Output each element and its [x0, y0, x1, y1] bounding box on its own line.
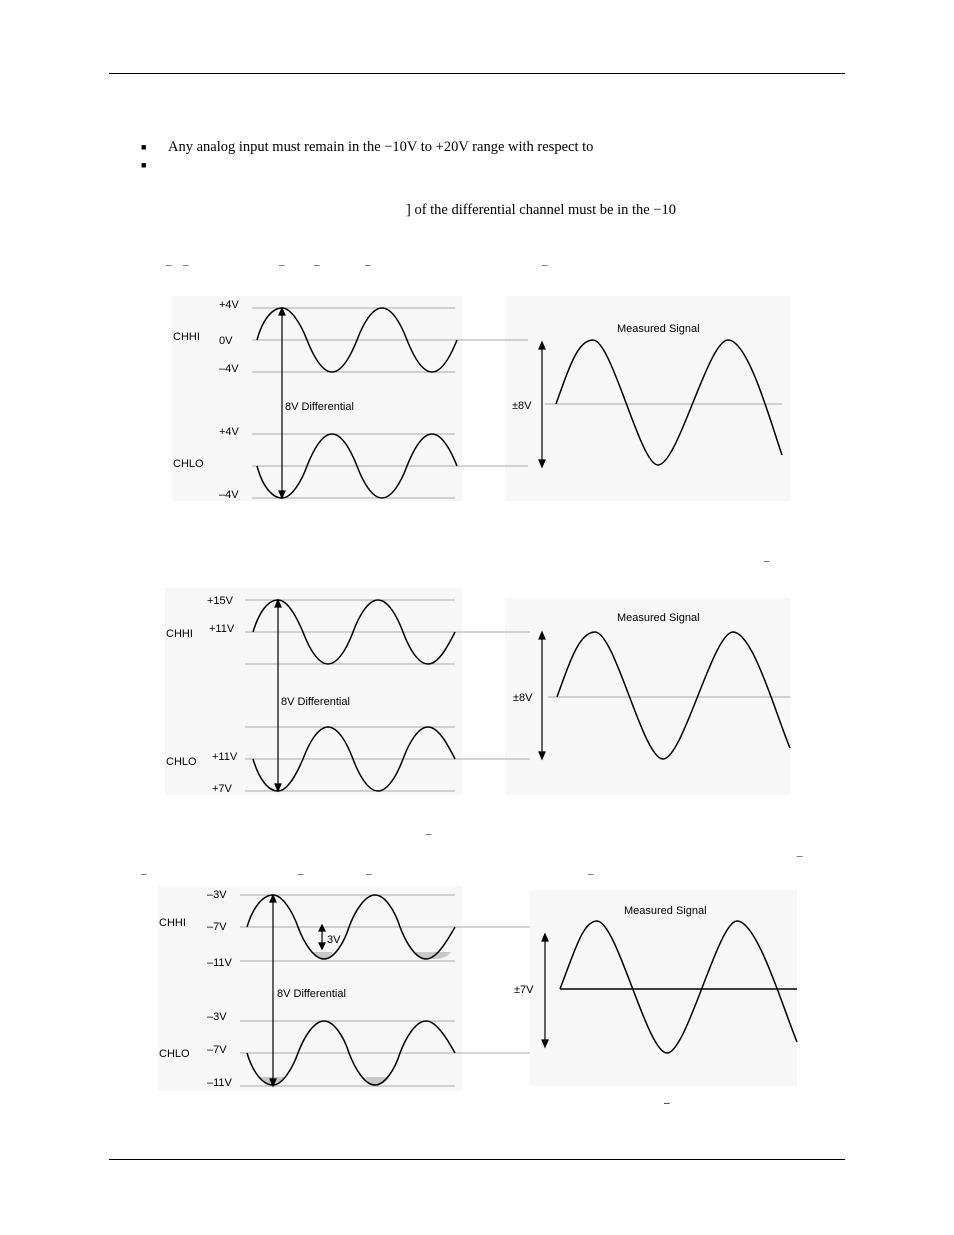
dash-mark: _ — [314, 255, 320, 267]
dash-mark: _ — [141, 864, 147, 876]
footer-rule — [109, 1159, 845, 1160]
differential-label: 8V Differential — [281, 696, 350, 708]
dash-mark: _ — [797, 846, 803, 858]
measured-signal-title: Measured Signal — [617, 612, 700, 624]
tick-label: –3V — [207, 1011, 227, 1023]
dash-mark: _ — [279, 255, 285, 267]
differential-label: 8V Differential — [277, 988, 346, 1000]
bullet-marker: ■ — [141, 160, 147, 170]
amplitude-label: ±7V — [514, 984, 534, 996]
chhi-label: CHHI — [159, 917, 186, 929]
chlo-label: CHLO — [173, 458, 204, 470]
tick-label: –4V — [219, 363, 239, 375]
tick-label: –11V — [207, 957, 232, 969]
tick-label: +11V — [212, 751, 238, 763]
bullet-text-1: Any analog input must remain in the −10V to +20V range with respect to — [168, 139, 594, 155]
tick-label: +7V — [212, 783, 232, 795]
tick-label: +4V — [219, 299, 239, 311]
dash-mark: _ — [542, 255, 548, 267]
tick-label: +15V — [207, 595, 233, 607]
dash-mark: _ — [166, 255, 172, 267]
dash-mark: _ — [664, 1093, 670, 1105]
dash-mark: _ — [183, 255, 189, 267]
tick-label: –4V — [219, 489, 239, 501]
arrow-head-up — [542, 934, 548, 941]
arrow-head-down — [542, 1040, 548, 1047]
tick-label: 0V — [219, 335, 233, 347]
tick-label: –11V — [207, 1077, 232, 1089]
dash-mark: _ — [588, 864, 594, 876]
measured-signal-waveform — [560, 921, 797, 1053]
chhi-label: CHHI — [173, 331, 200, 343]
chhi-label: CHHI — [166, 628, 193, 640]
tick-label: +11V — [209, 623, 235, 635]
arrow-head-up — [319, 925, 325, 931]
measured-signal-title: Measured Signal — [624, 905, 707, 917]
differential-label: 8V Differential — [285, 401, 354, 413]
dash-mark: _ — [365, 255, 371, 267]
measured-signal-title: Measured Signal — [617, 323, 700, 335]
tick-label: –3V — [207, 889, 227, 901]
arrow-head-down — [319, 943, 325, 949]
bullet-marker: ■ — [141, 142, 147, 152]
dash-mark: _ — [764, 551, 770, 563]
tick-label: +4V — [219, 426, 239, 438]
chlo-label: CHLO — [166, 756, 197, 768]
chlo-label: CHLO — [159, 1048, 190, 1060]
amplitude-label: ±8V — [513, 692, 533, 704]
tick-label: –7V — [207, 1044, 227, 1056]
tick-label: –7V — [207, 921, 227, 933]
dash-mark: _ — [366, 864, 372, 876]
arrow-head-up — [270, 895, 276, 902]
amplitude-label: ±8V — [512, 400, 532, 412]
clip-label: 3V — [327, 934, 341, 946]
dash-mark: _ — [298, 864, 304, 876]
fragment-line: ] of the differential channel must be in the −10 — [406, 202, 677, 218]
dash-mark: _ — [426, 824, 432, 836]
